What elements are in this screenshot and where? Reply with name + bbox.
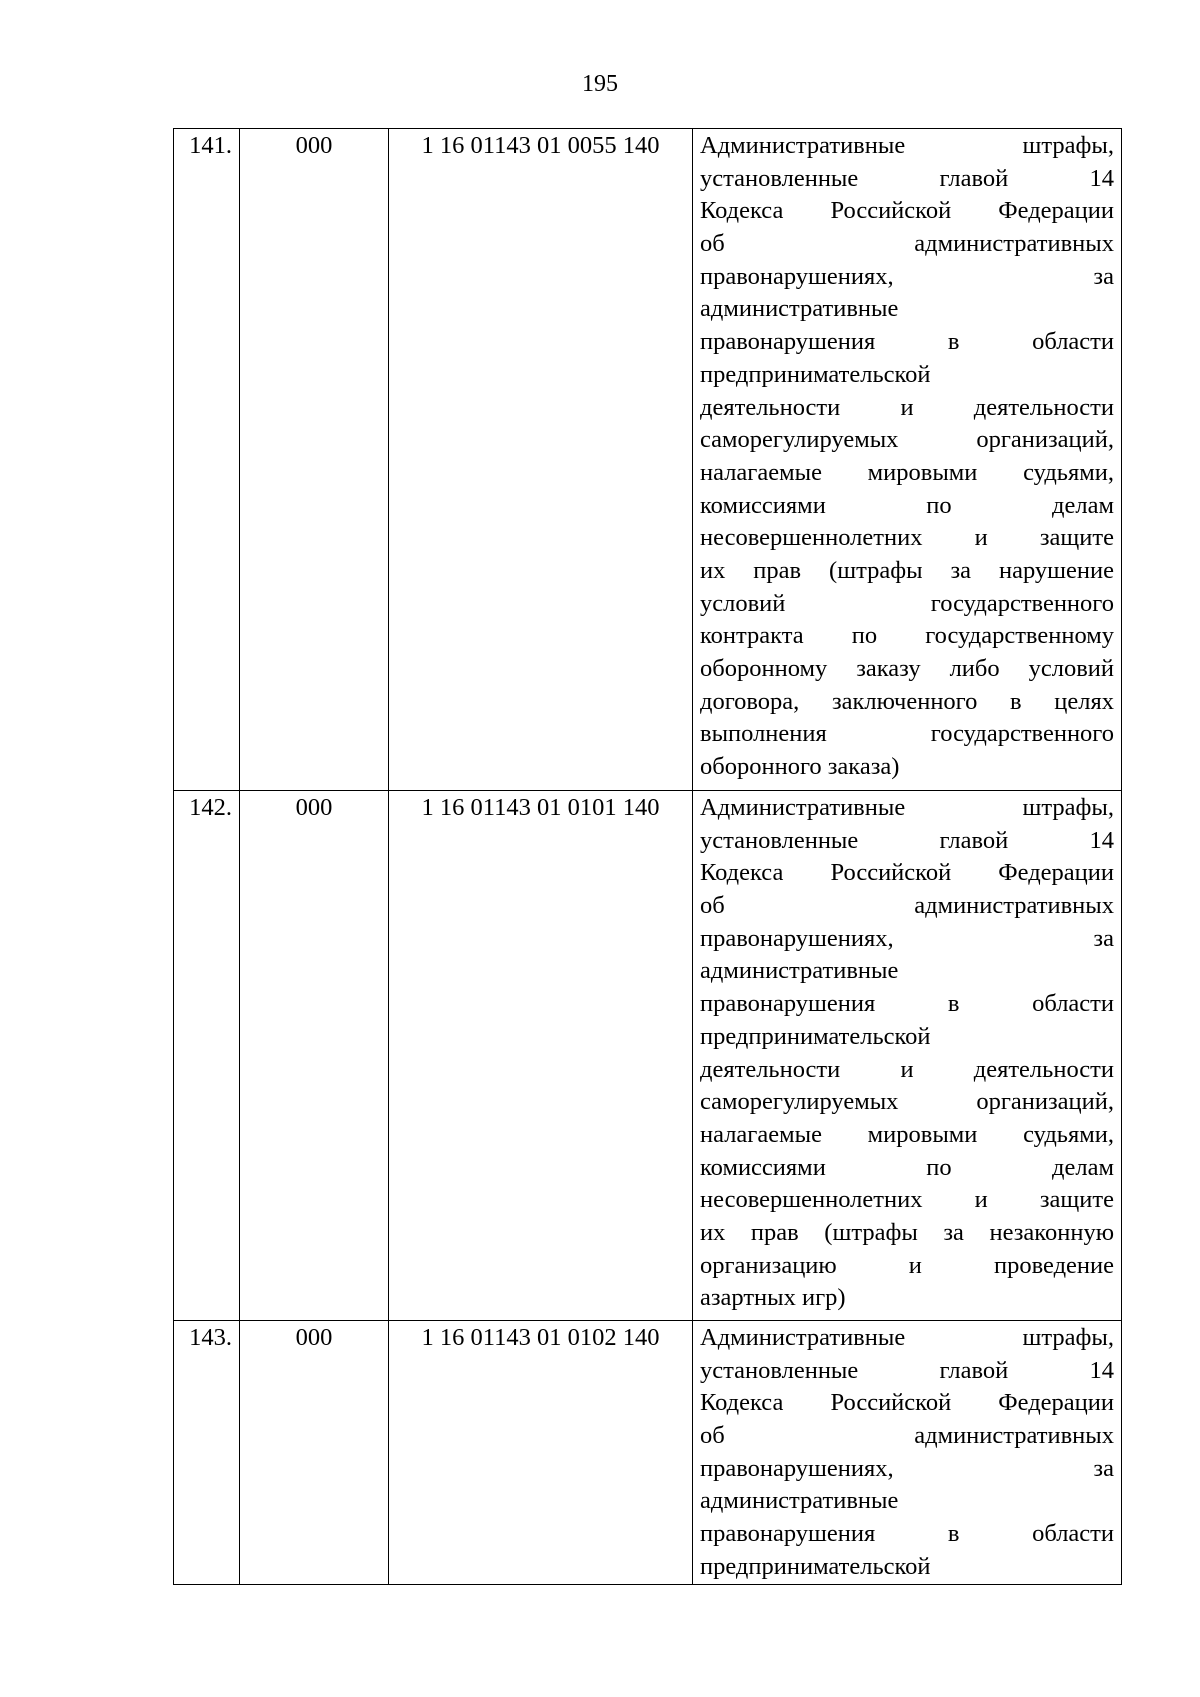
description-line: контракта по государственному [700,622,1114,650]
description-line: оборонного заказа) [700,753,900,781]
description-line: предпринимательской [700,1552,931,1580]
description-line: предпринимательской [700,360,931,388]
table-row [174,129,1122,791]
description-line: выполнения государственного [700,720,1114,748]
budget-classification-code: 1 16 01143 01 0055 140 [389,129,693,791]
description-line: административные [700,295,899,323]
row-number: 142. [174,791,240,1321]
description-line: их прав (штрафы за нарушение [700,556,1114,584]
budget-classification-code: 1 16 01143 01 0101 140 [389,791,693,1321]
administrator-code: 000 [240,1321,389,1585]
income-description [693,1321,1122,1585]
description-line: организацию и проведение [700,1251,1114,1279]
budget-classification-code: 1 16 01143 01 0102 140 [389,1321,693,1585]
description-line: несовершеннолетних и защите [700,524,1114,552]
description-line: налагаемые мировыми судьями, [700,458,1114,486]
description-line: несовершеннолетних и защите [700,1186,1114,1214]
income-description [693,791,1122,1321]
description-line: об административных [700,892,1114,920]
description-line: Кодекса Российской Федерации [700,197,1114,225]
row-number: 143. [174,1321,240,1585]
description-line: налагаемые мировыми судьями, [700,1120,1114,1148]
description-line: об административных [700,1422,1114,1450]
description-line: установленные главой 14 [700,164,1114,192]
description-line: азартных игр) [700,1284,846,1312]
description-line: деятельности и деятельности [700,393,1114,421]
description-line: деятельности и деятельности [700,1055,1114,1083]
administrator-code: 000 [240,791,389,1321]
description-line: правонарушениях, за [700,262,1114,290]
income-description [693,129,1122,791]
description-line: правонарушениях, за [700,924,1114,952]
description-line: Административные штрафы, [700,794,1114,821]
description-line: Административные штрафы, [700,1324,1114,1351]
description-line: предпринимательской [700,1022,931,1050]
description-line: условий государственного [700,589,1114,617]
description-line: Кодекса Российской Федерации [700,859,1114,887]
description-line: комиссиями по делам [700,1153,1114,1181]
table-row [174,1321,1122,1585]
administrator-code: 000 [240,129,389,791]
description-line: правонарушения в области [700,1520,1114,1548]
description-line: установленные главой 14 [700,1356,1114,1384]
description-line: договора, заключенного в целях [700,687,1114,715]
description-line: саморегулируемых организаций, [700,426,1114,454]
description-line: саморегулируемых организаций, [700,1088,1114,1116]
page-number: 195 [582,71,618,97]
description-line: Кодекса Российской Федерации [700,1389,1114,1417]
description-line: установленные главой 14 [700,826,1114,854]
description-line: правонарушения в области [700,328,1114,356]
row-number: 141. [174,129,240,791]
description-line: об административных [700,230,1114,258]
budget-codes-table [173,128,1122,1585]
description-line: комиссиями по делам [700,491,1114,519]
description-line: административные [700,957,899,985]
description-line: административные [700,1487,899,1515]
description-line: Административные штрафы, [700,132,1114,159]
description-line: правонарушениях, за [700,1454,1114,1482]
description-line: их прав (штрафы за незаконную [700,1218,1114,1246]
description-line: оборонному заказу либо условий [700,655,1114,682]
description-line: правонарушения в области [700,990,1114,1018]
table-row [174,791,1122,1321]
